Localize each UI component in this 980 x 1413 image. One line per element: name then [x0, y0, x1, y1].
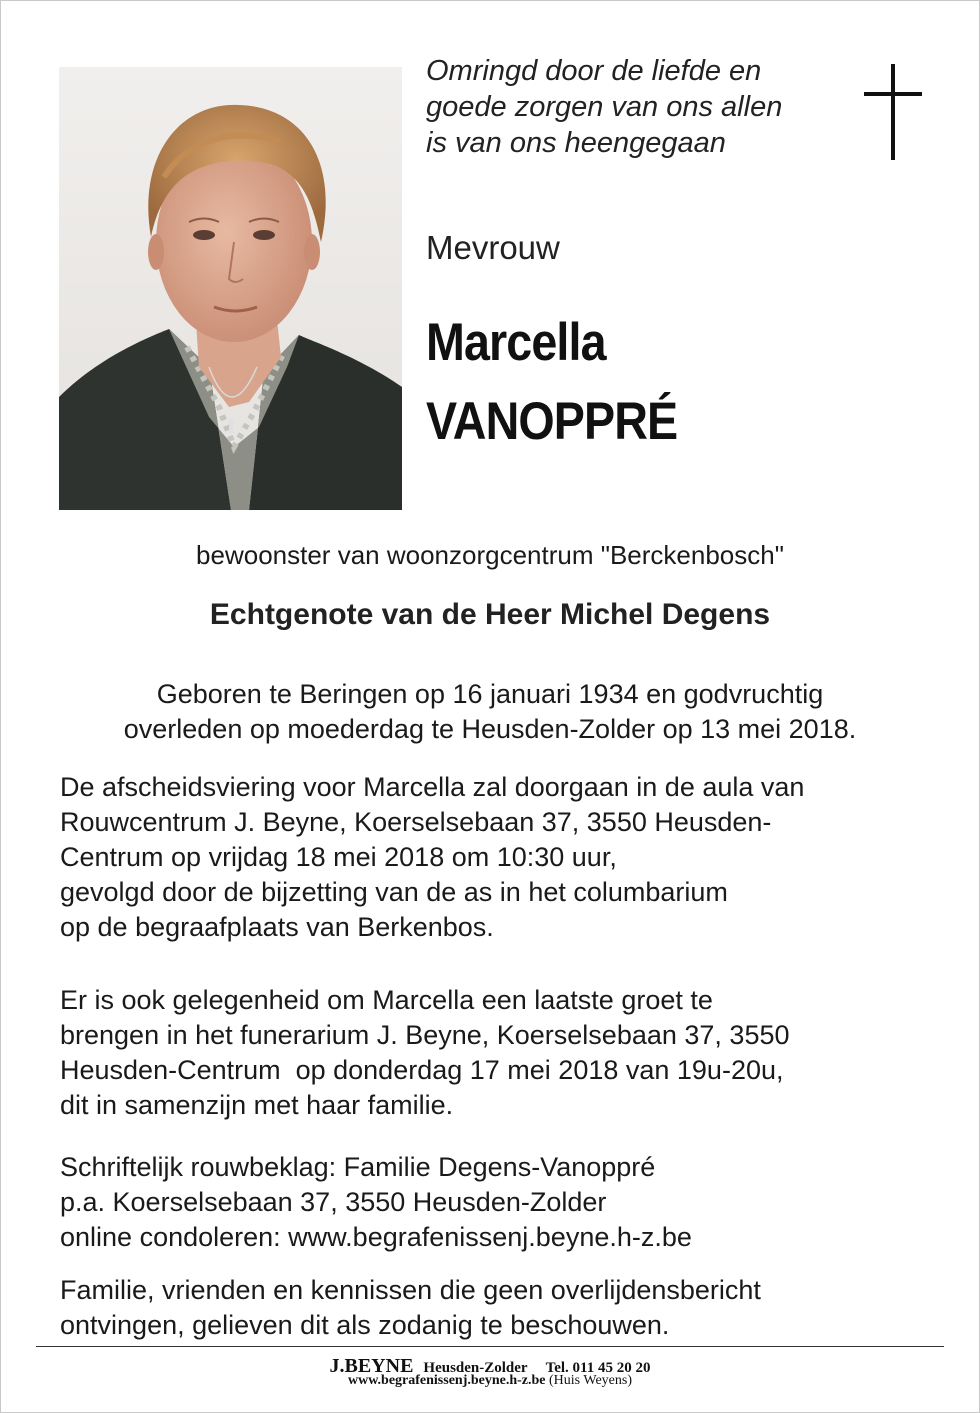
notice-line: Familie, vrienden en kennissen die geen overlijdensbericht [60, 1275, 761, 1305]
ceremony-line: Rouwcentrum J. Beyne, Koerselsebaan 37, 3550 Heusden- [60, 807, 772, 837]
ceremony-line: Centrum op vrijdag 18 mei 2018 om 10:30 uur, [60, 842, 617, 872]
condolences-line: online condoleren: www.begrafenissenj.beyne.h-z.be [60, 1222, 692, 1252]
portrait-photo [59, 67, 402, 510]
ceremony-line: op de begraafplaats van Berkenbos. [60, 912, 494, 942]
born-line: Geboren te Beringen op 16 januari 1934 en godvruchtig [156, 679, 824, 709]
condolences-paragraph [60, 1150, 940, 1255]
ceremony-paragraph [60, 770, 940, 945]
notice-paragraph [60, 1273, 940, 1343]
condolences-line: p.a. Koerselsebaan 37, 3550 Heusden-Zolder [60, 1187, 607, 1217]
visitation-line: Heusden-Centrum op donderdag 17 mei 2018 van 19u-20u, [60, 1055, 784, 1085]
visitation-paragraph [60, 983, 940, 1123]
notice-line: ontvingen, gelieven dit als zodanig te beschouwen. [60, 1310, 670, 1340]
condolences-line: Schriftelijk rouwbeklag: Familie Degens-Vanoppré [60, 1152, 656, 1182]
visitation-line: Er is ook gelegenheid om Marcella een laatste groet te [60, 985, 713, 1015]
intro-line: goede zorgen van ons allen [426, 91, 783, 123]
birth-death-info [0, 677, 980, 747]
intro-verse [426, 53, 846, 161]
salutation: Mevrouw [426, 229, 560, 266]
visitation-line: dit in samenzijn met haar familie. [60, 1090, 454, 1120]
spouse-line: Echtgenote van de Heer Michel Degens [209, 598, 771, 631]
funeral-home-url[interactable]: www.begrafenissenj.beyne.h-z.be [347, 1373, 546, 1388]
born-line: overleden op moederdag te Heusden-Zolder op 13 mei 2018. [123, 714, 857, 744]
funeral-home-web [0, 1373, 980, 1389]
intro-line: Omringd door de liefde en [426, 55, 762, 87]
ceremony-line: gevolgd door de bijzetting van de as in het columbarium [60, 877, 728, 907]
footer-divider [36, 1346, 944, 1347]
ceremony-line: De afscheidsviering voor Marcella zal doorgaan in de aula van [60, 772, 805, 802]
residence-line: bewoonster van woonzorgcentrum "Berckenbosch" [196, 540, 784, 570]
funeral-home-town: Heusden-Zolder [423, 1360, 528, 1376]
funeral-home-phone: Tel. 011 45 20 20 [545, 1360, 651, 1376]
intro-line: is van ons heengegaan [426, 127, 726, 159]
visitation-line: brengen in het funerarium J. Beyne, Koerselsebaan 37, 3550 [60, 1020, 790, 1050]
funeral-home-house: (Huis Weyens) [549, 1373, 633, 1388]
last-name: VANOPPRÉ [426, 392, 678, 451]
cross-icon [864, 64, 922, 160]
first-name: Marcella [426, 313, 606, 372]
funeral-home-brand: J.BEYNE [329, 1355, 414, 1377]
